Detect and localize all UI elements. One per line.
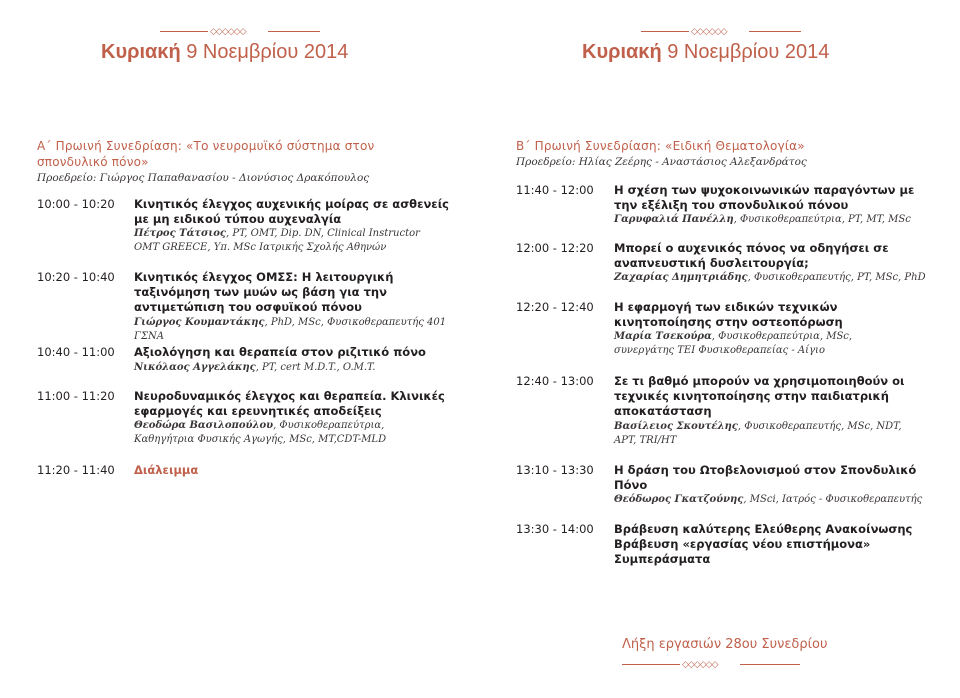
speaker: Πέτρος Τάτσιος, PT, OMT, Dip. DN, Clinical Instructor OMT GREECE, Υπ. MSc Ιατρικής Σχολής Αθηνών bbox=[134, 228, 420, 253]
bottom-ornament-right: ◇◇◇◇◇◇ bbox=[622, 660, 800, 670]
speaker: Ζαχαρίας Δημητριάδης, Φυσικοθεραπευτής, PT, MSc, PhD bbox=[614, 272, 926, 283]
time-slot: 11:40 - 12:00 bbox=[516, 183, 594, 197]
chairs-right: Προεδρείο: Ηλίας Ζεέρης - Αναστάσιος Αλεξανδράτος bbox=[516, 156, 807, 168]
closing-note: Λήξη εργασιών 28ου Συνεδρίου bbox=[622, 637, 828, 652]
talk-title: Νευροδυναμικός έλεγχος και θεραπεία. Κλινικές εφαρμογές και ερευνητικές αποδείξεις bbox=[134, 389, 445, 418]
top-ornament-right: ◇◇◇◇◇◇ bbox=[641, 27, 801, 37]
time-slot: 11:20 - 11:40 bbox=[37, 463, 115, 477]
date-heading-right: Κυριακή 9 Νοεμβρίου 2014 bbox=[582, 41, 830, 63]
time-slot: 10:00 - 10:20 bbox=[37, 197, 115, 211]
time-slot: 10:40 - 11:00 bbox=[37, 345, 115, 359]
time-slot: 12:00 - 12:20 bbox=[516, 241, 594, 255]
session-title-left: Α΄ Πρωινή Συνεδρίαση: «Το νευρομυϊκό σύστημα στον σπονδυλικό πόνο» bbox=[37, 139, 375, 169]
talk-title: Αξιολόγηση και θεραπεία στον ριζιτικό πόνο bbox=[134, 345, 426, 359]
talk-title: Η εφαρμογή των ειδικών τεχνικών κινητοποίησης στην οστεοπόρωση bbox=[614, 300, 843, 329]
speaker: Μαρία Τσεκούρα, Φυσικοθεραπεύτρια, MSc, συνεργάτης ΤΕΙ Φυσικοθεραπείας - Αίγιο bbox=[614, 331, 853, 356]
session-title-right: Β΄ Πρωινή Συνεδρίαση: «Ειδική Θεματολογία» bbox=[516, 139, 805, 153]
chairs-left: Προεδρείο: Γιώργος Παπαθανασίου - Διονύσιος Δρακόπουλος bbox=[37, 172, 370, 184]
talk-title: Μπορεί ο αυχενικός πόνος να οδηγήσει σε αναπνευστική δυσλειτουργία; bbox=[614, 241, 889, 270]
break-label: Διάλειμμα bbox=[134, 463, 199, 477]
talk-title: Σε τι βαθμό μπορούν να χρησιμοποιηθούν οι τεχνικές κινητοποίησης στην παιδιατρική αποκατάσταση bbox=[614, 374, 905, 418]
time-slot: 11:00 - 11:20 bbox=[37, 389, 115, 403]
time-slot: 12:40 - 13:00 bbox=[516, 374, 594, 388]
talk-title: Βράβευση καλύτερης Ελεύθερης Ανακοίνωσης Βράβευση «εργασίας νέου επιστήμονα» Συμπεράσματα bbox=[614, 522, 913, 566]
talk-title: Η σχέση των ψυχοκοινωνικών παραγόντων με την εξέλιξη του σπονδυλικού πόνου bbox=[614, 183, 915, 212]
talk-title: Η δράση του Ωτοβελονισμού στον Σπονδυλικό Πόνο bbox=[614, 463, 917, 492]
top-ornament-left: ◇◇◇◇◇◇ bbox=[160, 27, 320, 37]
date-heading-left: Κυριακή 9 Νοεμβρίου 2014 bbox=[101, 41, 349, 63]
speaker: Θεοδώρα Βασιλοπούλου, Φυσικοθεραπεύτρια, Καθηγήτρια Φυσικής Αγωγής, MSc, MT,CDT-MLD bbox=[134, 420, 387, 445]
talk-title: Κινητικός έλεγχος ΟΜΣΣ: Η λειτουργική ταξινόμηση των μυών ως βάση για την αντιμετώπιση του οσφυϊκού πόνου bbox=[134, 270, 394, 314]
time-slot: 10:20 - 10:40 bbox=[37, 270, 115, 284]
time-slot: 13:10 - 13:30 bbox=[516, 463, 594, 477]
time-slot: 12:20 - 12:40 bbox=[516, 300, 594, 314]
speaker: Γιώργος Κουμαντάκης, PhD, MSc, Φυσικοθεραπευτής 401 ΓΣΝΑ bbox=[134, 317, 447, 342]
speaker: Θεόδωρος Γκατζούνης, MSci, Ιατρός - Φυσικοθεραπευτής bbox=[614, 494, 923, 505]
time-slot: 13:30 - 14:00 bbox=[516, 522, 594, 536]
speaker: Βασίλειος Σκουτέλης, Φυσικοθεραπευτής, MSc, NDT, APT, TRI/HT bbox=[614, 421, 902, 446]
speaker: Γαρυφαλιά Πανέλλη, Φυσικοθεραπεύτρια, PT, MT, MSc bbox=[614, 214, 911, 225]
speaker: Νικόλαος Αγγελάκης, PT, cert M.D.T., O.M.T. bbox=[134, 362, 376, 373]
talk-title: Κινητικός έλεγχος αυχενικής μοίρας σε ασθενείς με μη ειδικού τύπου αυχεναλγία bbox=[134, 197, 450, 226]
